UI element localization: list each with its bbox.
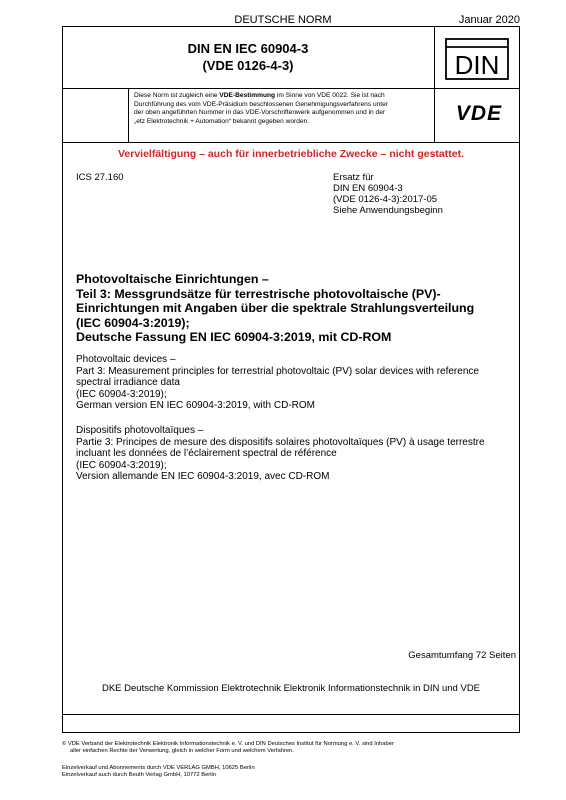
din-logo-text: DIN: [454, 50, 500, 80]
replacement-line: DIN EN 60904-3: [333, 183, 403, 194]
vde-notice-line-2: Durchführung des vom VDE-Präsidium beschlossenen Genehmigungsverfahrens unter: [134, 100, 388, 108]
copyright-line: aller einfachen Rechte der Verwertung, gleich in welcher Form und welchem Verfahren.: [70, 748, 294, 754]
vde-logo: [448, 103, 510, 123]
title-french-line: Partie 3: Principes de mesure des dispositifs solaires photovoltaïques (PV) à usage terrestre: [76, 436, 485, 448]
title-german-line: Deutsche Fassung EN IEC 60904-3:2019, mit CD-ROM: [76, 330, 392, 345]
sales-line: Einzelverkauf auch durch Beuth Verlag GmbH, 10772 Berlin: [62, 772, 217, 779]
vde-classification: (VDE 0126-4-3): [202, 58, 294, 73]
title-english-line: Part 3: Measurement principles for terrestrial photovoltaic (PV) solar devices with reference: [76, 365, 479, 377]
ics-code: ICS 27.160: [76, 172, 124, 183]
title-french-line: incluant les données de l’éclairement spectral de référence: [76, 448, 337, 460]
copyright-line: © VDE Verband der Elektrotechnik Elektronik Informationstechnik e. V. und DIN Deutsches Institut für Normung e. V. sind Inhaber: [62, 741, 394, 747]
title-french-line: Dispositifs photovoltaïques –: [76, 425, 204, 436]
vde-notice-bold: VDE-Bestimmung: [219, 92, 276, 99]
document-type-label: DEUTSCHE NORM: [234, 14, 332, 26]
vde-notice-prefix: Diese Norm ist zugleich eine: [134, 92, 220, 99]
notice-left-divider: [128, 88, 129, 142]
title-french-line: Version allemande EN IEC 60904-3:2019, avec CD-ROM: [76, 471, 330, 483]
vde-notice-line-1: [134, 92, 432, 101]
reproduction-notice: Vervielfältigung – auch für innerbetriebliche Zwecke – nicht gestattet.: [117, 148, 464, 160]
title-english-line: spectral irradiance data: [76, 377, 180, 389]
document-number: DIN EN IEC 60904-3: [187, 41, 309, 56]
replacement-line: (VDE 0126-4-3):2017-05: [333, 194, 438, 205]
title-german-line: Photovoltaische Einrichtungen –: [76, 272, 269, 286]
dke-committee: DKE Deutsche Kommission Elektrotechnik Elektronik Informationstechnik in DIN und VDE: [101, 683, 481, 694]
dke-divider: [62, 714, 520, 715]
header-bottom-divider: [62, 142, 520, 143]
title-english-line: Photovoltaic devices –: [76, 354, 176, 365]
title-divider: [62, 88, 520, 89]
title-german-line: Einrichtungen mit Angaben über die spektrale Strahlungsverteilung: [76, 301, 475, 316]
title-english: [76, 354, 516, 412]
copyright-notice: [62, 741, 532, 755]
publication-date: Januar 2020: [458, 14, 520, 26]
vde-notice-rest: im Sinne von VDE 0022. Sie ist nach: [275, 92, 385, 99]
replacement-line: Ersatz für: [333, 172, 374, 183]
title-english-line: German version EN IEC 60904-3:2019, with CD-ROM: [76, 400, 315, 412]
title-english-line: (IEC 60904-3:2019);: [76, 388, 167, 400]
vde-notice-line-4: „etz Elektrotechnik + Automation“ bekannt gegeben worden.: [134, 117, 310, 125]
vde-logo-text: VDE: [455, 103, 503, 123]
total-pages: Gesamtumfang 72 Seiten: [408, 650, 516, 661]
replacement-line: Siehe Anwendungsbeginn: [333, 205, 443, 216]
title-german-line: (IEC 60904-3:2019);: [76, 315, 190, 330]
vde-notice: [134, 92, 432, 126]
title-french: [76, 425, 516, 483]
title-german-line: Teil 3: Messgrundsätze für terrestrische photovoltaische (PV)-: [76, 286, 441, 301]
title-german: [76, 272, 516, 345]
sales-notice: [62, 765, 532, 780]
din-logo: [445, 38, 509, 80]
document-title-box: [62, 26, 434, 88]
sales-line: Einzelverkauf und Abonnements durch VDE VERLAG GMBH, 10625 Berlin: [62, 765, 255, 771]
vde-notice-line-3: der oben angeführten Nummer in das VDE-Vorschriftenwerk aufgenommen und in der: [134, 109, 386, 117]
logo-column-divider: [434, 26, 435, 142]
title-french-line: (IEC 60904-3:2019);: [76, 459, 167, 471]
replacement-info: [333, 172, 443, 216]
